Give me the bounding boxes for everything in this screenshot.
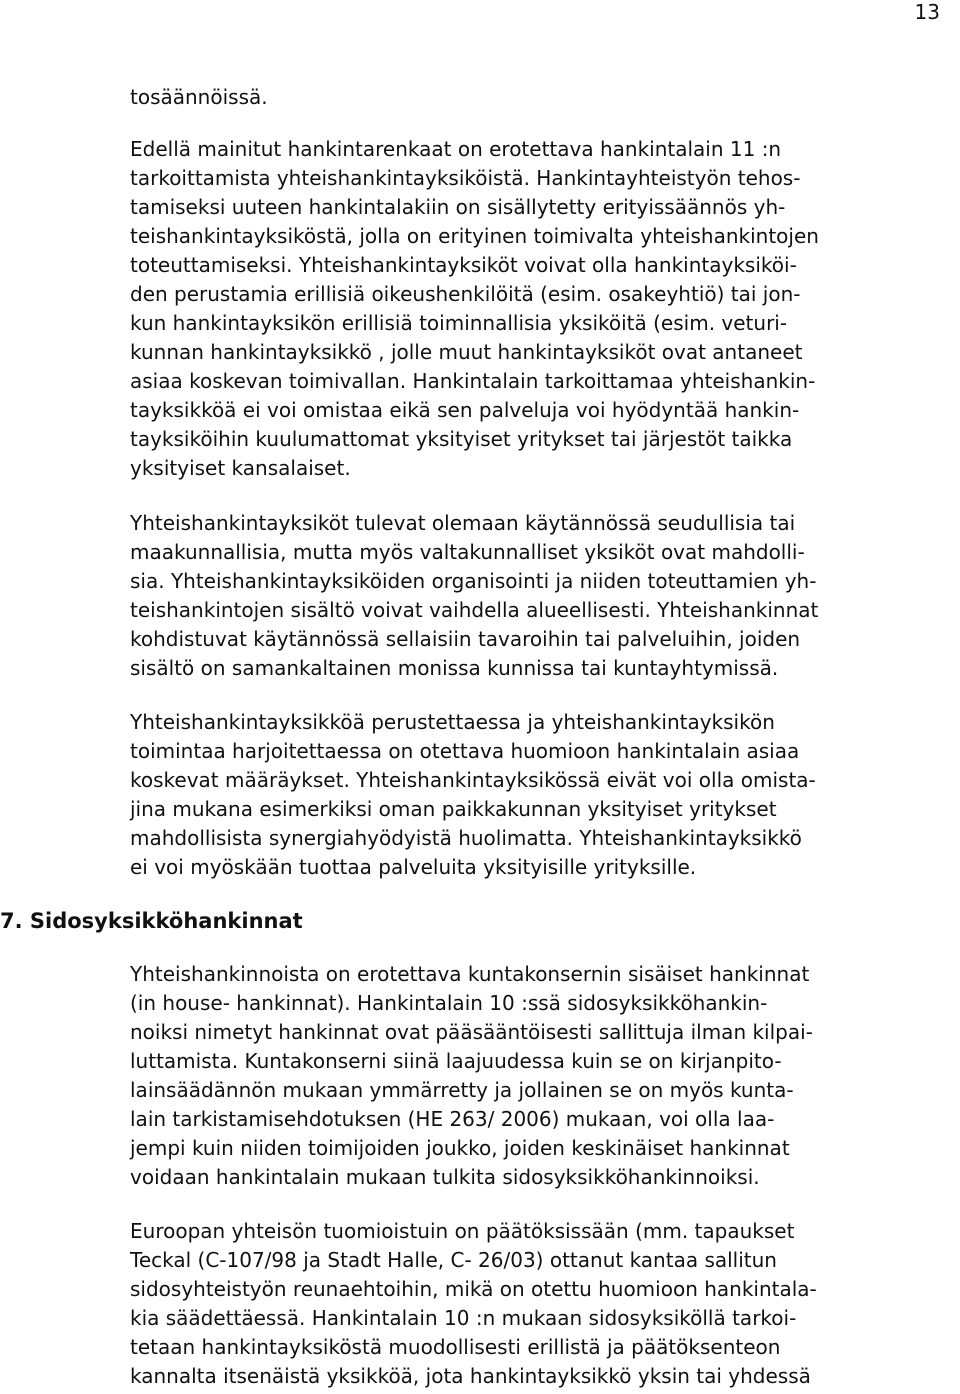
text-line: Edellä mainitut hankintarenkaat on erotettava hankintalain 11 :n <box>130 137 782 161</box>
paragraph-1 <box>130 83 950 112</box>
text-line: teishankintayksiköstä, jolla on erityinen toimivalta yhteishankintojen <box>130 224 819 248</box>
text-line: tamiseksi uuteen hankintalakiin on sisällytetty erityissäännös yh- <box>130 195 786 219</box>
text-line: tayksiköihin kuulumattomat yksityiset yritykset tai järjestöt taikka <box>130 427 793 451</box>
text-line: den perustamia erillisiä oikeushenkilöitä (esim. osakeyhtiö) tai jon- <box>130 282 801 306</box>
text-line: kia säädettäessä. Hankintalain 10 :n mukaan sidosyksiköllä tarkoi- <box>130 1306 797 1330</box>
text-line: luttamista. Kuntakonserni siinä laajuudessa kuin se on kirjanpito- <box>130 1049 782 1073</box>
text-line: teishankintojen sisältö voivat vaihdella alueellisesti. Yhteishankinnat <box>130 598 819 622</box>
text-line: sisältö on samankaltainen monissa kunnissa tai kuntayhtymissä. <box>130 656 779 680</box>
text-line: Yhteishankinnoista on erotettava kuntakonsernin sisäiset hankinnat <box>130 962 810 986</box>
text-line: Yhteishankintayksikköä perustettaessa ja yhteishankintayksikön <box>130 710 775 734</box>
text-line: kannalta itsenäistä yksikköä, jota hankintayksikkö yksin tai yhdessä <box>130 1364 811 1388</box>
text-line: tosäännöissä. <box>130 85 268 109</box>
text-line: lain tarkistamisehdotuksen (HE 263/ 2006) mukaan, voi olla laa- <box>130 1107 775 1131</box>
paragraph-6 <box>130 1217 950 1391</box>
text-line: tarkoittamista yhteishankintayksiköistä. Hankintayhteistyön tehos- <box>130 166 801 190</box>
text-line: Euroopan yhteisön tuomioistuin on päätöksissään (mm. tapaukset <box>130 1219 795 1243</box>
text-line: jempi kuin niiden toimijoiden joukko, joiden keskinäiset hankinnat <box>130 1136 790 1160</box>
page-number: 13 <box>914 0 940 24</box>
text-line: koskevat määräykset. Yhteishankintayksikössä eivät voi olla omista- <box>130 768 816 792</box>
section-heading: 7. Sidosyksikköhankinnat <box>0 909 303 933</box>
text-line: jina mukana esimerkiksi oman paikkakunnan yksityiset yritykset <box>130 797 777 821</box>
text-line: maakunnallisia, mutta myös valtakunnalliset yksiköt ovat mahdolli- <box>130 540 805 564</box>
text-line: Yhteishankintayksiköt tulevat olemaan käytännössä seudullisia tai <box>130 511 796 535</box>
text-line: ei voi myöskään tuottaa palveluita yksityisille yrityksille. <box>130 855 697 879</box>
text-line: toteuttamiseksi. Yhteishankintayksiköt voivat olla hankintayksiköi- <box>130 253 797 277</box>
text-line: kohdistuvat käytännössä sellaisiin tavaroihin tai palveluihin, joiden <box>130 627 801 651</box>
paragraph-3 <box>130 509 950 683</box>
text-line: mahdollisista synergiahyödyistä huolimatta. Yhteishankintayksikkö <box>130 826 802 850</box>
text-line: voidaan hankintalain mukaan tulkita sidosyksikköhankinnoiksi. <box>130 1165 760 1189</box>
paragraph-2 <box>130 135 950 483</box>
text-line: tetaan hankintayksiköstä muodollisesti erillistä ja päätöksenteon <box>130 1335 781 1359</box>
text-line: noiksi nimetyt hankinnat ovat pääsääntöisesti sallittuja ilman kilpai- <box>130 1020 813 1044</box>
text-line: sia. Yhteishankintayksiköiden organisointi ja niiden toteuttamien yh- <box>130 569 817 593</box>
text-line: asiaa koskevan toimivallan. Hankintalain tarkoittamaa yhteishankin- <box>130 369 816 393</box>
text-line: kunnan hankintayksikkö , jolle muut hankintayksiköt ovat antaneet <box>130 340 803 364</box>
text-line: lainsäädännön mukaan ymmärretty ja jollainen se on myös kunta- <box>130 1078 794 1102</box>
text-line: kun hankintayksikön erillisiä toiminnallisia yksiköitä (esim. veturi- <box>130 311 788 335</box>
text-line: sidosyhteistyön reunaehtoihin, mikä on otettu huomioon hankintala- <box>130 1277 817 1301</box>
text-line: yksityiset kansalaiset. <box>130 456 351 480</box>
text-line: Teckal (C-107/98 ja Stadt Halle, C- 26/03) ottanut kantaa sallitun <box>130 1248 777 1272</box>
paragraph-4 <box>130 708 950 882</box>
paragraph-5 <box>130 960 950 1192</box>
text-line: tayksikköä ei voi omistaa eikä sen palveluja voi hyödyntää hankin- <box>130 398 800 422</box>
text-line: toimintaa harjoitettaessa on otettava huomioon hankintalain asiaa <box>130 739 800 763</box>
text-line: (in house- hankinnat). Hankintalain 10 :ssä sidosyksikköhankin- <box>130 991 768 1015</box>
